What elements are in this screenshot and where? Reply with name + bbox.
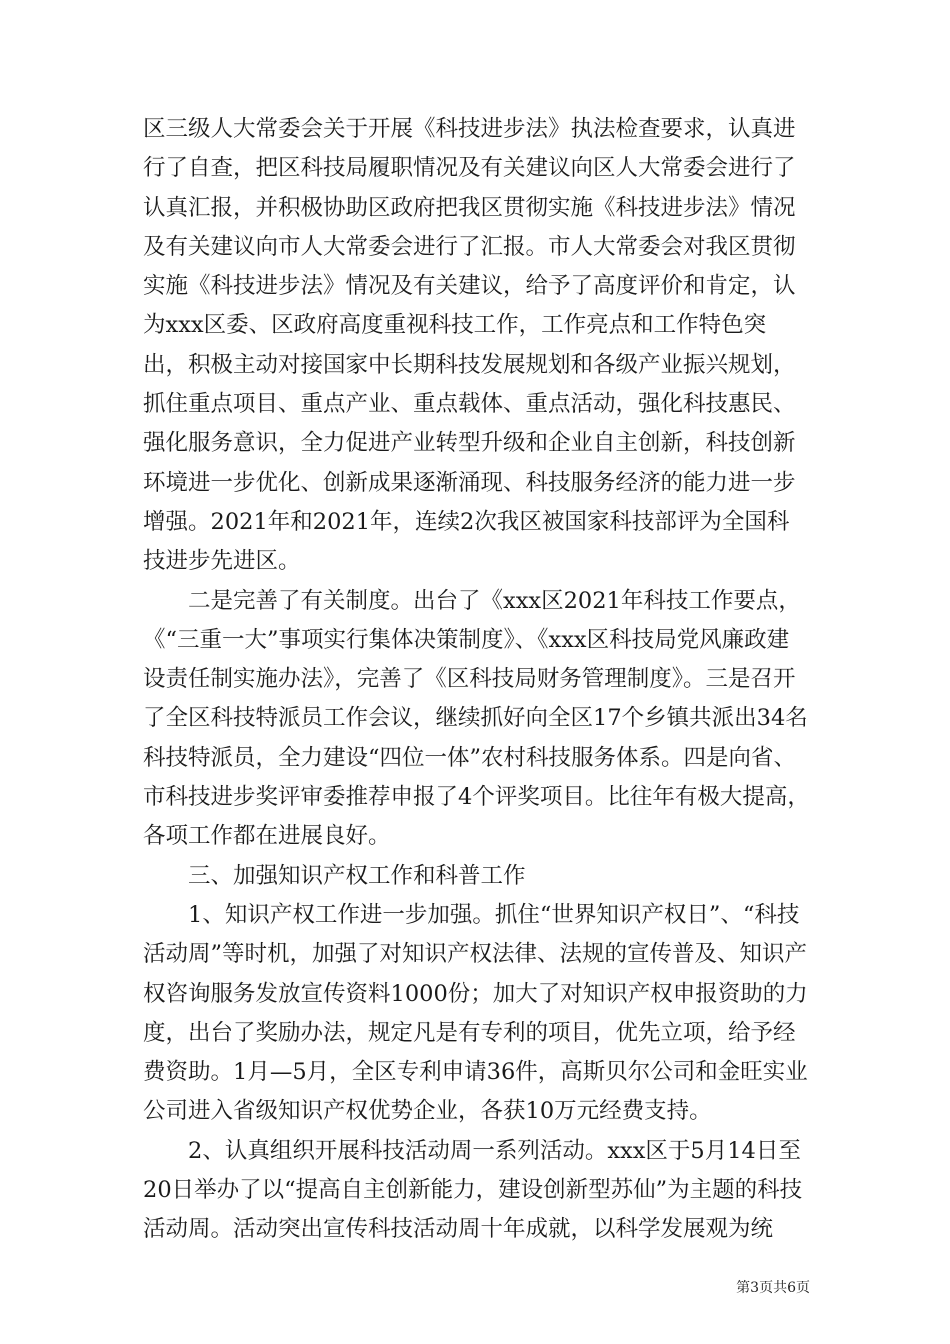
page-number: 第3页共6页	[736, 1280, 810, 1296]
section-heading: 三、加强知识产权工作和科普工作	[188, 862, 526, 889]
paragraph-2: 二是完善了有关制度。出台了《xxx区2021年科技工作要点，《“三重一大”事项实行集体决策制度》、《xxx区科技局党风廉政建设责任制实施办法》，完善了《区科技局财务管理制度》。三是召开了全区科技特派员工作会议，继续抓好向全区17个乡镇共派出34名科技特派员，全力建设“四位一体”农村科技服务体系。四是向省、市科技进步奖评审委推荐申报了4个评奖项目。比往年有极大提高，各项工作都在进展良好。	[143, 587, 810, 850]
document-body	[143, 110, 811, 1250]
paragraph-4: 2、认真组织开展科技活动周一系列活动。xxx区于5月14日至20日举办了以“提高自主创新能力，建设创新型苏仙”为主题的科技活动周。活动突出宣传科技活动周十年成就，以科学发展观为统	[143, 1137, 803, 1243]
paragraph-3: 1、知识产权工作进一步加强。抓住“世界知识产权日”、“科技活动周”等时机，加强了对知识产权法律、法规的宣传普及、知识产权咨询服务发放宣传资料1000份；加大了对知识产权申报资助的力度，出台了奖励办法，规定凡是有专利的项目，优先立项，给予经费资助。1月—5月，全区专利申请36件，高斯贝尔公司和金旺实业公司进入省级知识产权优势企业，各获10万元经费支持。	[143, 901, 808, 1125]
paragraph-1: 区三级人大常委会关于开展《科技进步法》执法检查要求，认真进行了自查，把区科技局履职情况及有关建议向区人大常委会进行了认真汇报，并积极协助区政府把我区贯彻实施《科技进步法》情况及有关建议向市人大常委会进行了汇报。市人大常委会对我区贯彻实施《科技进步法》情况及有关建议，给予了高度评价和肯定，认为xxx区委、区政府高度重视科技工作，工作亮点和工作特色突出，积极主动对接国家中长期科技发展规划和各级产业振兴规划，抓住重点项目、重点产业、重点载体、重点活动，强化科技惠民、强化服务意识，全力促进产业转型升级和企业自主创新，科技创新环境进一步优化、创新成果逐渐涌现、科技服务经济的能力进一步增强。2021年和2021年，连续2次我区被国家科技部评为全国科技进步先进区。	[143, 116, 796, 575]
